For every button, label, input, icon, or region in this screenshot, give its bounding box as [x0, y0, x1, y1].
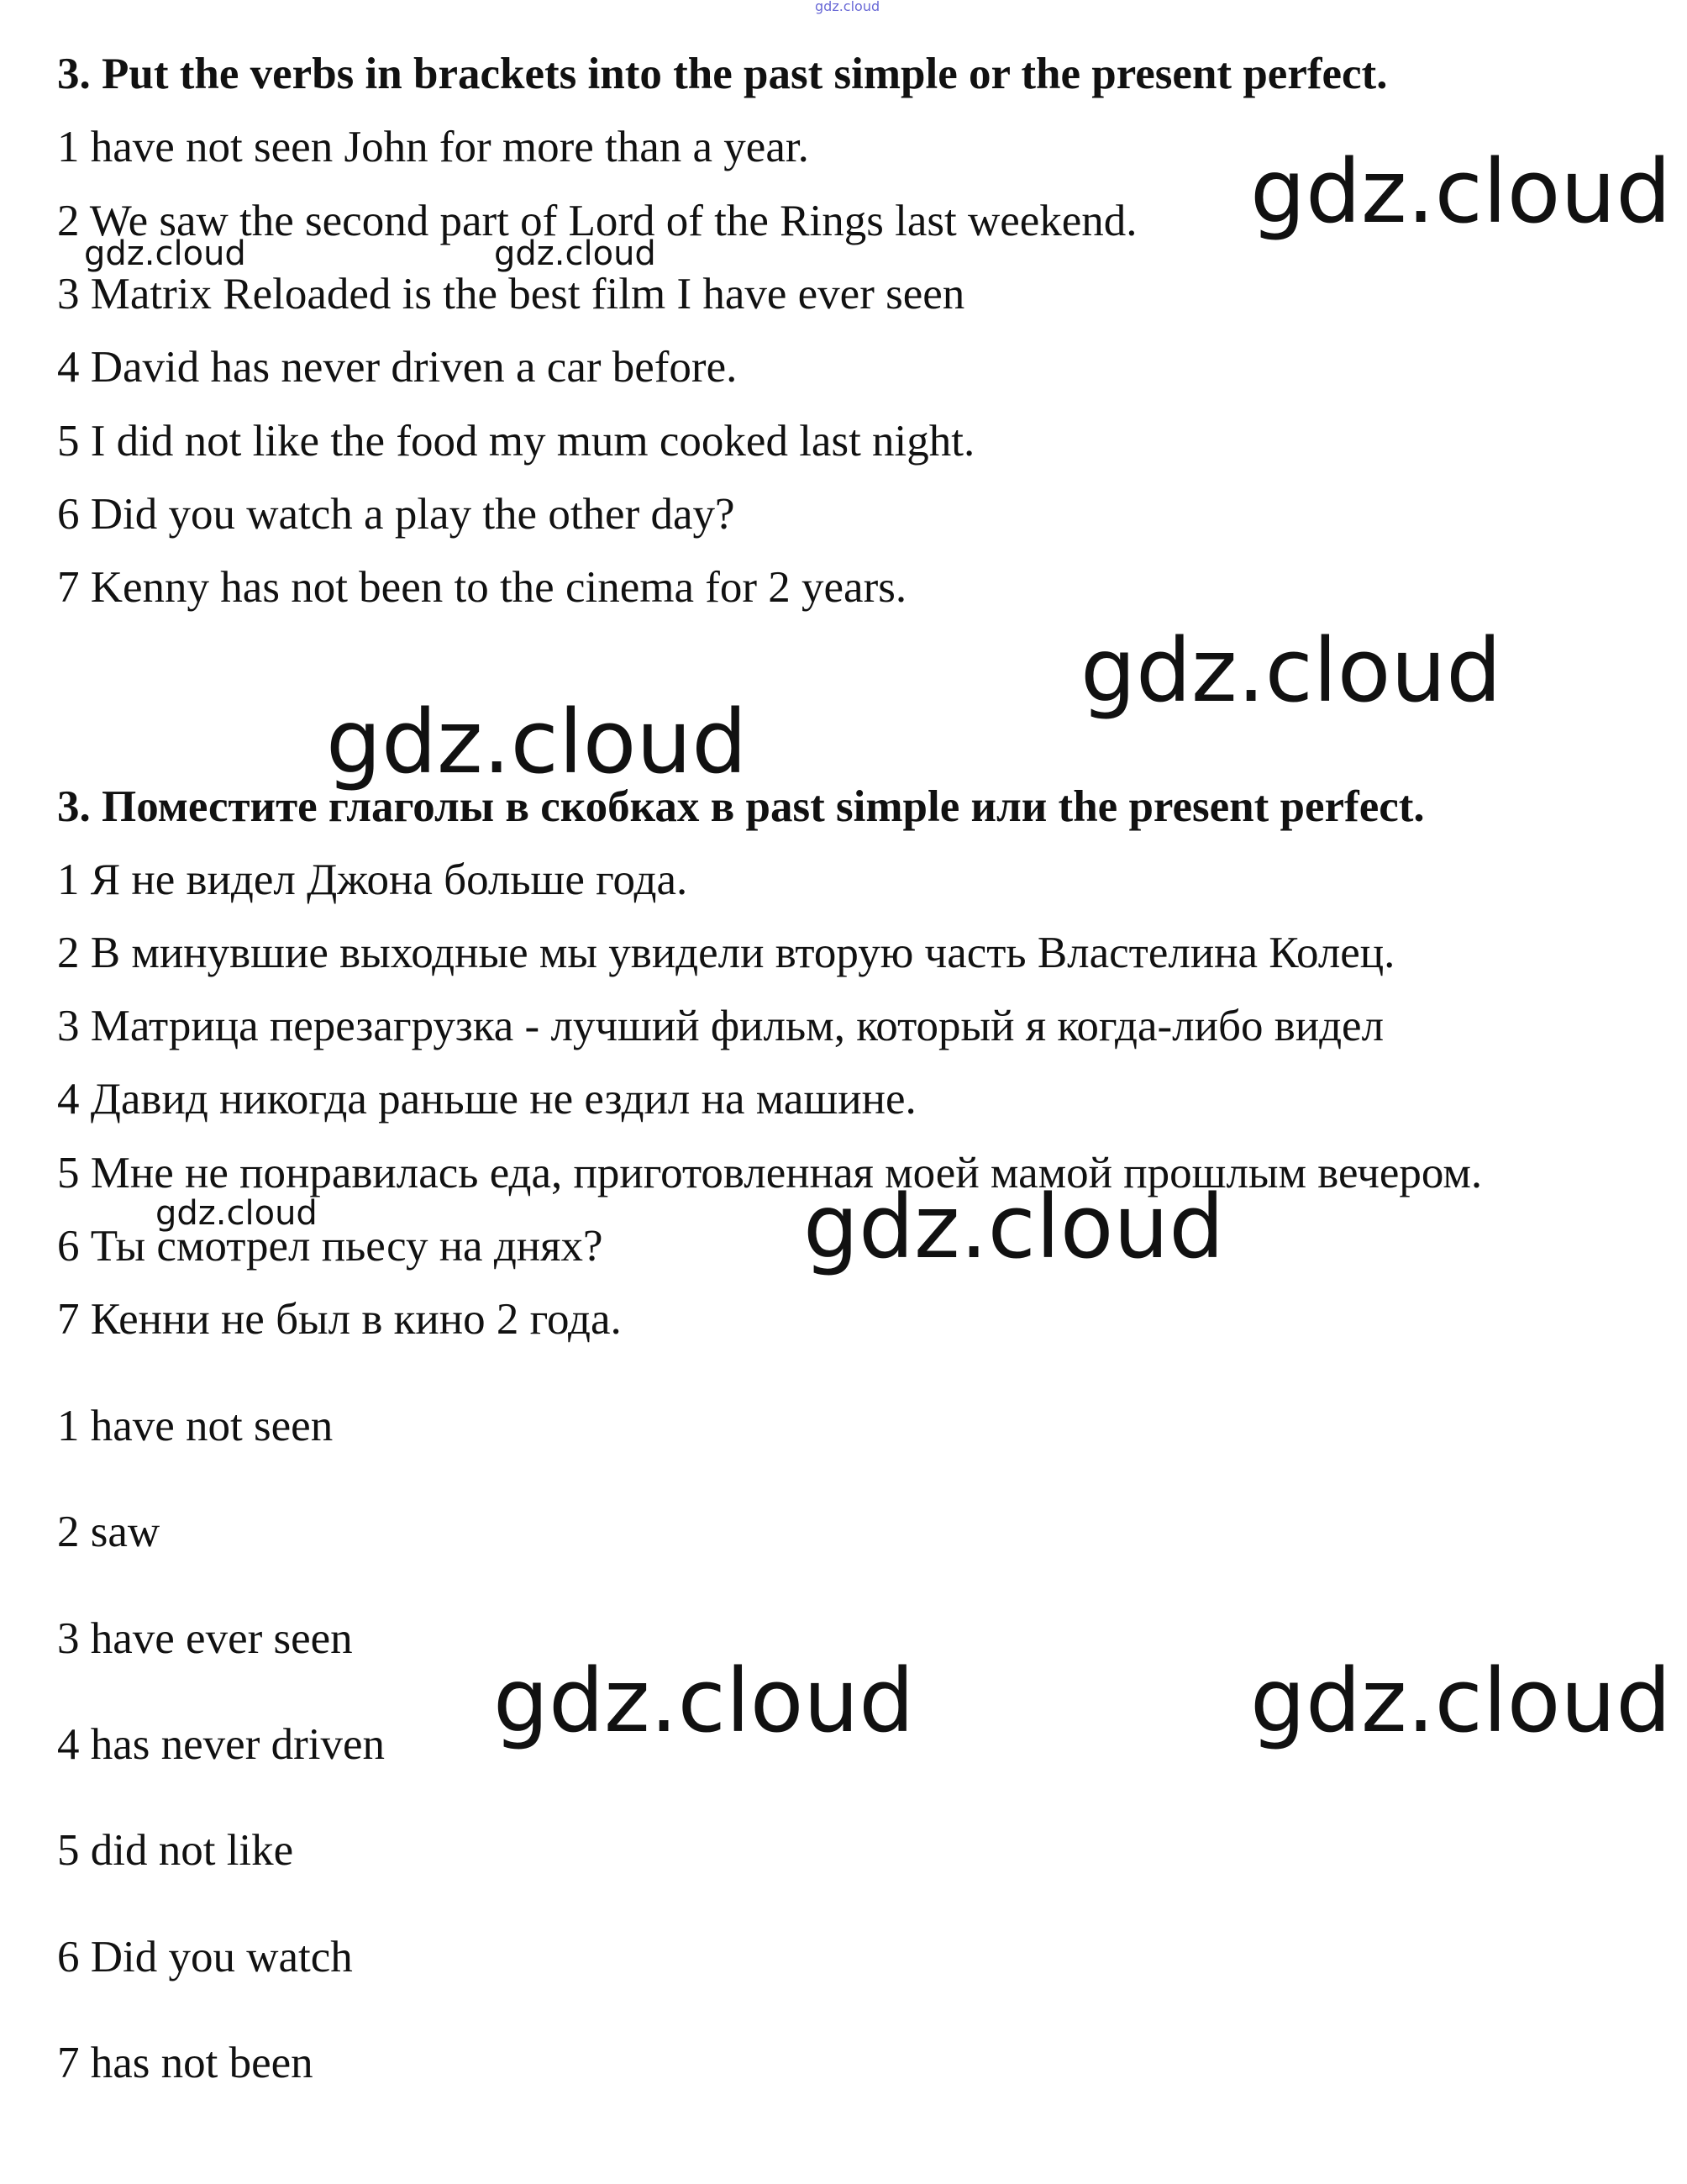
exercise-en-item-3: 3 Matrix Reloaded is the best film I have ever seen [57, 270, 965, 318]
answer-5: 5 did not like [57, 1826, 294, 1875]
exercise-en-item-7: 7 Kenny has not been to the cinema for 2 years. [57, 563, 907, 612]
watermark-large: gdz.cloud [1250, 1650, 1672, 1752]
exercise-ru-heading: 3. Поместите глаголы в скобках в past simple или the present perfect. [57, 782, 1425, 831]
exercise-en-item-4: 4 David has never driven a car before. [57, 343, 738, 392]
exercise-ru-item-5: 5 Мне не понравилась еда, приготовленная моей мамой прошлым вечером. [57, 1149, 1483, 1197]
exercise-en-item-1: 1 have not seen John for more than a year. [57, 123, 809, 171]
exercise-ru-item-6: 6 Ты смотрел пьесу на днях? [57, 1222, 603, 1271]
exercise-ru-item-4: 4 Давид никогда раньше не ездил на машине. [57, 1075, 917, 1124]
watermark-large: gdz.cloud [1250, 140, 1672, 243]
exercise-ru-item-1: 1 Я не видел Джона больше года. [57, 855, 688, 904]
exercise-ru-item-3: 3 Матрица перезагрузка - лучший фильм, который я когда-либо видел [57, 1002, 1385, 1050]
watermark-small: gdz.cloud [155, 1194, 318, 1233]
watermark-large: gdz.cloud [326, 691, 748, 793]
answer-1: 1 have not seen [57, 1402, 334, 1450]
answer-2: 2 saw [57, 1508, 160, 1556]
watermark-large: gdz.cloud [803, 1176, 1225, 1278]
exercise-en-heading: 3. Put the verbs in brackets into the past simple or the present perfect. [57, 50, 1388, 98]
watermark-large: gdz.cloud [493, 1650, 915, 1752]
exercise-ru-item-7: 7 Кенни не был в кино 2 года. [57, 1295, 622, 1344]
exercise-ru-item-2: 2 В минувшие выходные мы увидели вторую часть Властелина Колец. [57, 929, 1395, 977]
exercise-en-item-2: 2 We saw the second part of Lord of the Rings last weekend. [57, 197, 1138, 245]
answer-6: 6 Did you watch [57, 1933, 353, 1981]
watermark-large: gdz.cloud [1080, 619, 1502, 722]
watermark-small: gdz.cloud [494, 234, 656, 273]
exercise-en-item-5: 5 I did not like the food my mum cooked last night. [57, 417, 975, 466]
answer-7: 7 has not been [57, 2039, 313, 2087]
watermark-small: gdz.cloud [84, 234, 246, 273]
answer-4: 4 has never driven [57, 1720, 385, 1769]
answer-3: 3 have ever seen [57, 1614, 353, 1663]
exercise-en-item-6: 6 Did you watch a play the other day? [57, 490, 735, 539]
watermark-tiny: gdz.cloud [815, 0, 880, 14]
